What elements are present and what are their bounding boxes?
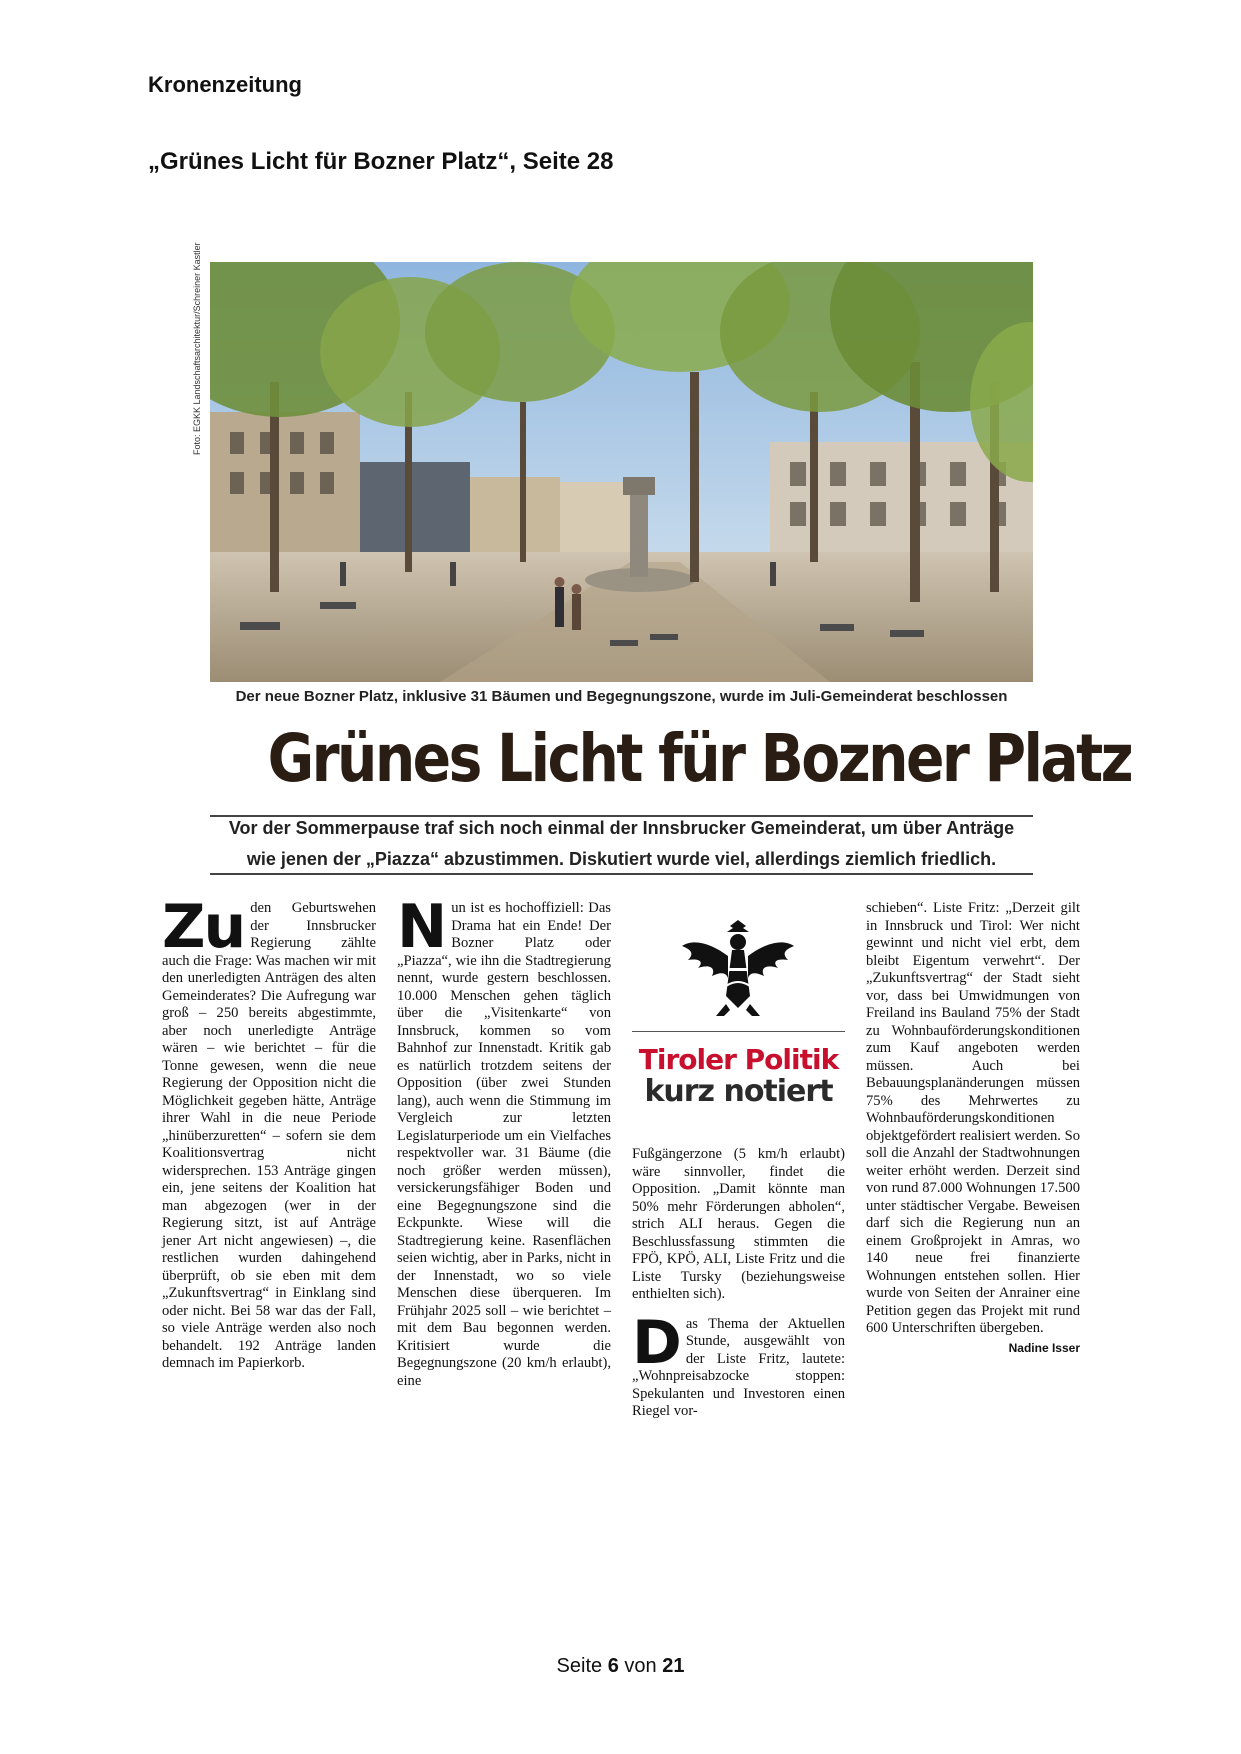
subhead-bottom-rule bbox=[210, 873, 1033, 875]
column-text: un ist es hochoffiziell: Das Drama hat ein Ende! Der Bozner Platz oder „Piazza“, wie ihn die Stadtregierung nennt, wurde gestern beschlossen. 10.000 Menschen gehen täglich über die „Visitenkarte“ von Innsbruck, kommen so vom Bahnhof zur Innenstadt. Kritik gab es natürlich trotzdem seitens der Opposition (über zwei Stunden lang), auch wenn die Stimmung im Vergleich zur letzten Legislaturperiode um ein Vielfaches respektvoller war. 31 Bäume (die noch größer werden müssen), versickerungsfähiger Boden und eine Begegnungszone sind die Eckpunkte. Wiese will die Stadtregierung keine. Rasenflächen seien wichtig, aber in Parks, nicht in der Innenstadt, wo so viele Menschen diese überqueren. Im Frühjahr 2025 soll – wie berichtet – mit dem Bau begonnen werden. Kritisiert wurde die Begegnungszone (20 km/h erlaubt), eine bbox=[397, 900, 611, 1389]
article-column-1 bbox=[162, 892, 376, 1373]
total-pages: 21 bbox=[662, 1655, 685, 1677]
box-title-line-1: Tiroler Politik bbox=[638, 1043, 839, 1076]
article-column-3 bbox=[632, 1146, 845, 1421]
dropcap: D bbox=[632, 1307, 680, 1378]
article-reference: „Grünes Licht für Bozner Platz“, Seite 28 bbox=[148, 148, 614, 175]
page-of-label: von bbox=[624, 1655, 657, 1677]
bozner-platz-rendering bbox=[210, 262, 1033, 682]
dropcap: Zu bbox=[162, 892, 245, 962]
box-title bbox=[632, 1044, 845, 1108]
author-name: Nadine Isser bbox=[1008, 1340, 1080, 1355]
page-label: Seite bbox=[556, 1655, 603, 1677]
article-headline: Grünes Licht für Bozner Platz bbox=[267, 720, 1132, 797]
box-title-line-2: kurz notiert bbox=[644, 1074, 833, 1109]
subhead-line-2: wie jenen der „Piazza“ abzustimmen. Diskutiert wurde viel, allerdings ziemlich friedlich. bbox=[246, 849, 997, 869]
article-column-4 bbox=[866, 900, 1080, 1357]
publication-name: Kronenzeitung bbox=[148, 72, 302, 97]
page-number bbox=[0, 1655, 1241, 1678]
dropcap: N bbox=[397, 892, 446, 962]
article-photo bbox=[210, 262, 1033, 682]
article-column-2 bbox=[397, 892, 611, 1390]
photo-caption: Der neue Bozner Platz, inklusive 31 Bäumen und Begegnungszone, wurde im Juli-Gemeinderat beschlossen bbox=[235, 688, 1008, 705]
column-text: as Thema der Aktuellen Stunde, ausgewählt von der Liste Fritz, lautete: „Wohnpreisabzocke stoppen: Spekulanten und Investoren einen Riegel vor- bbox=[632, 1315, 845, 1419]
column-text: schieben“. Liste Fritz: „Derzeit gilt in Innsbruck und Tirol: Wer nicht gewinnt und nicht viel erbt, dem bleibt Eigentum verwehrt“. Der „Zukunftsvertrag“ der Stadt sieht vor, dass bei Umwidmungen von Freiland ins Bauland 75% der Stadt zu Wohnbauförderungskonditionen zum Kauf angeboten werden müssen. Auch bei Bebauungsplanänderungen müssen 75% des Mehrwertes zu Wohnbauförderungskonditionen objektgefördert realisiert werden. So soll die Anzahl der Stadtwohnungen weiter erhöht werden. Derzeit sind von rund 87.000 Wohnungen 17.500 unter städtischer Vergabe. Beweisen darf sich die Regierung nun an einem Großprojekt in Amras, wo 140 neue frei finanzierte Wohnungen entstehen sollen. Hier wurde von Seiten der Anrainer eine Petition gegen das Projekt mit rund 600 Unterschriften übergeben. bbox=[866, 900, 1080, 1336]
box-divider bbox=[632, 1031, 845, 1032]
column-text: den Geburtswehen der Innsbrucker Regierung zählte auch die Frage: Was machen wir mit den unerledigten Anträgen des alten Gemeinderates? Die Aufregung war groß – 250 bereits abgestimmte, aber noch unerledigte Anträge wären – wie berichtet – für die Tonne gewesen, wenn die neue Regierung der Opposition nicht die Möglichkeit gegeben hätte, Anträge ihrer Wahl in die neue Periode „hinüberzuretten“ – sofern sie dem Koalitionsvertrag nicht widersprechen. 153 Anträge gingen ein, jene seitens der Koalition hat man abgezogen (wer in der Regierung sitzt, ist auf Anträge jener Art nicht angewiesen) –, die restlichen wurden dahingehend überprüft, ob sie eben mit dem „Zukunftsvertrag“ in Einklang sind oder nicht. Bei 58 war das der Fall, so viele Anträge werden also noch behandelt. 192 Anträge landen demnach im Papierkorb. bbox=[162, 900, 376, 1371]
column-text: Fußgängerzone (5 km/h erlaubt) wäre sinnvoller, findet die Opposition. „Damit könnte man 50% mehr Förderungen abholen“, strich ALI heraus. Gegen die Beschlussfassung stimmten die FPÖ, KPÖ, ALI, Liste Fritz und die Liste Tursky (beziehungsweise enthielten sich). bbox=[632, 1146, 845, 1302]
subhead-top-rule bbox=[210, 815, 1033, 817]
tirol-eagle-emblem bbox=[676, 906, 800, 1024]
photo-credit: Foto: EGKK Landschaftsarchitektur/Schreiner Kastler bbox=[192, 242, 202, 455]
subhead-line-1: Vor der Sommerpause traf sich noch einmal der Innsbrucker Gemeinderat, um über Anträge bbox=[228, 818, 1015, 838]
current-page: 6 bbox=[607, 1655, 619, 1677]
